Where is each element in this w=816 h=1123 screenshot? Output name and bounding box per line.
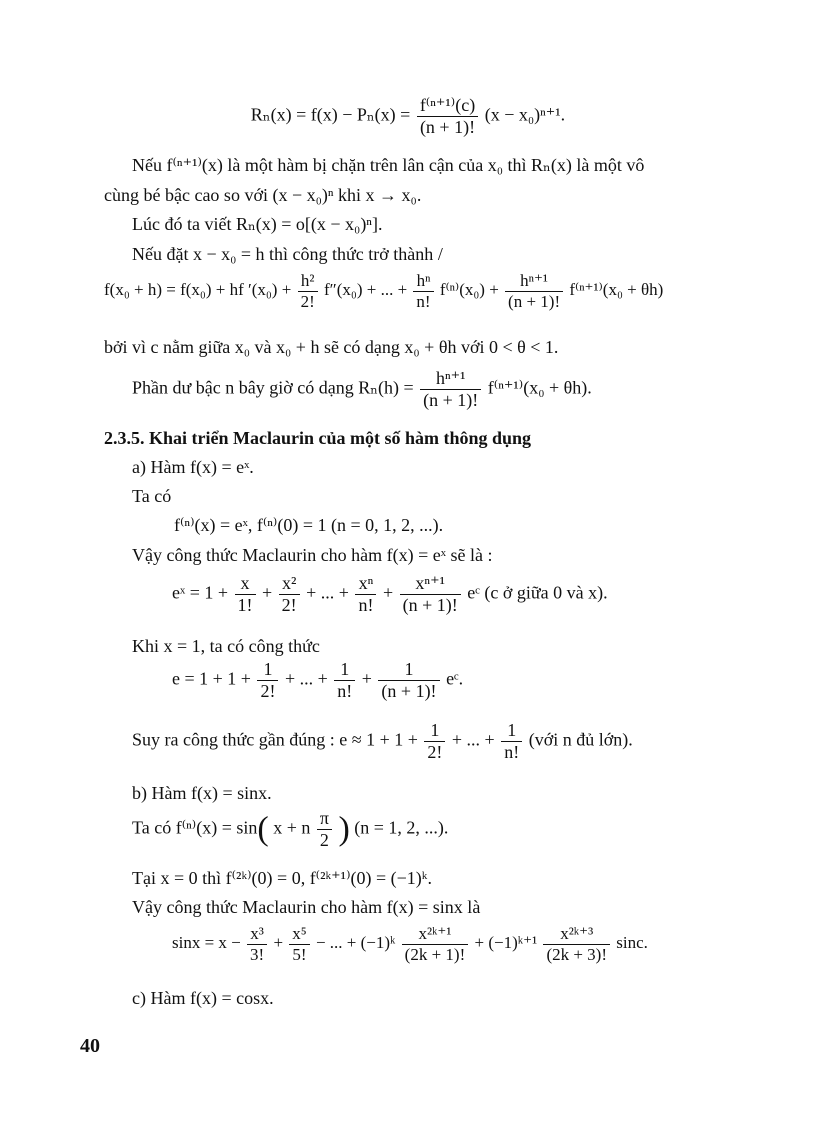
subsection-title: a) Hàm f(x) = eˣ. bbox=[132, 457, 254, 477]
fraction: $\frac{\text{f⁽ⁿ⁺¹⁾(c)}}{(n + 1)!}$ bbox=[417, 95, 478, 137]
pen-mark: / bbox=[437, 244, 443, 264]
approx-formula: Suy ra công thức gần đúng : e ≈ 1 + 1 + $\frac{1}{2!}$ + ... + $\frac{1}{n!}$ (với n đủ lớn). bbox=[132, 720, 633, 762]
remainder-h-formula: Phần dư bậc n bây giờ có dạng Rₙ(h) = $\frac{\text{hⁿ⁺¹}}{(n + 1)!}$ f⁽ⁿ⁺¹⁾(x₀ + θh). bbox=[132, 368, 592, 410]
paragraph-line: Nếu f⁽ⁿ⁺¹⁾(x) là một hàm bị chặn trên lân cận của x₀ thì Rₙ(x) là một vô bbox=[132, 155, 645, 175]
subsection-title: c) Hàm f(x) = cosx. bbox=[132, 988, 274, 1008]
paragraph-line: bởi vì c nằm giữa x₀ và x₀ + h sẽ có dạng x₀ + θh với 0 < θ < 1. bbox=[104, 337, 559, 357]
sin-derivative-formula: Ta có f⁽ⁿ⁾(x) = sin( x + n $\frac{\pi}{2}$ ) (n = 1, 2, ...). bbox=[132, 808, 449, 850]
taylor-h-formula: f(x₀ + h) = f(x₀) + hf ′(x₀) + $\frac{\text{h²}}{2!}$ f″(x₀) + ... + $\frac{\text{hⁿ}}{n!}$ f⁽ⁿ⁾(x₀) + $\frac{\text{hⁿ⁺¹}}{(n + 1)!}$ f⁽ⁿ⁺¹⁾(x₀ + θh) bbox=[104, 271, 664, 311]
paragraph-line: cùng bé bậc cao so với (x − x₀)ⁿ khi x → x₀. bbox=[104, 185, 422, 205]
paragraph-line: Vậy công thức Maclaurin cho hàm f(x) = eˣ sẽ là : bbox=[132, 545, 493, 565]
subsection-title: b) Hàm f(x) = sinx. bbox=[132, 783, 272, 803]
paragraph-line: Nếu đặt x − x₀ = h thì công thức trở thành / bbox=[132, 244, 443, 264]
exp-maclaurin-formula: eˣ = 1 + $\frac{x}{1!}$ + $\frac{\text{x²}}{2!}$ + ... + $\frac{\text{xⁿ}}{n!}$ + $\frac{\text{xⁿ⁺¹}}{(n + 1)!}$ eᶜ (c ở giữa 0 và x). bbox=[172, 573, 608, 615]
sin-maclaurin-formula: sinx = x − $\frac{\text{x³}}{3!}$ + $\frac{\text{x⁵}}{5!}$ − ... + (−1)ᵏ $\frac{\text{x²ᵏ⁺¹}}{(2k + 1)!}$ + (−1)ᵏ⁺¹ $\frac{\text{x²ᵏ⁺³}}{(2k + 3)!}$ sinc. bbox=[172, 924, 648, 964]
section-heading: 2.3.5. Khai triển Maclaurin của một số hàm thông dụng bbox=[104, 428, 532, 448]
paragraph-line: Lúc đó ta viết Rₙ(x) = o[(x − x₀)ⁿ]. bbox=[132, 214, 383, 234]
page-number: 40 bbox=[80, 1035, 100, 1057]
paragraph-line: Khi x = 1, ta có công thức bbox=[132, 636, 320, 656]
paragraph-line: Vậy công thức Maclaurin cho hàm f(x) = sinx là bbox=[132, 897, 481, 917]
paragraph-line: Ta có bbox=[132, 486, 172, 506]
e-series-formula: e = 1 + 1 + $\frac{1}{2!}$ + ... + $\frac{1}{n!}$ + $\frac{1}{(n + 1)!}$ eᶜ. bbox=[172, 659, 464, 701]
formula-line: f⁽ⁿ⁾(x) = eˣ, f⁽ⁿ⁾(0) = 1 (n = 0, 1, 2, ...). bbox=[174, 515, 444, 535]
paragraph-line: Tại x = 0 thì f⁽²ᵏ⁾(0) = 0, f⁽²ᵏ⁺¹⁾(0) = (−1)ᵏ. bbox=[132, 868, 432, 888]
remainder-formula: Rₙ(x) = f(x) − Pₙ(x) = $\frac{\text{f⁽ⁿ⁺¹⁾(c)}}{(n + 1)!}$ (x − x₀)ⁿ⁺¹. bbox=[250, 95, 566, 137]
